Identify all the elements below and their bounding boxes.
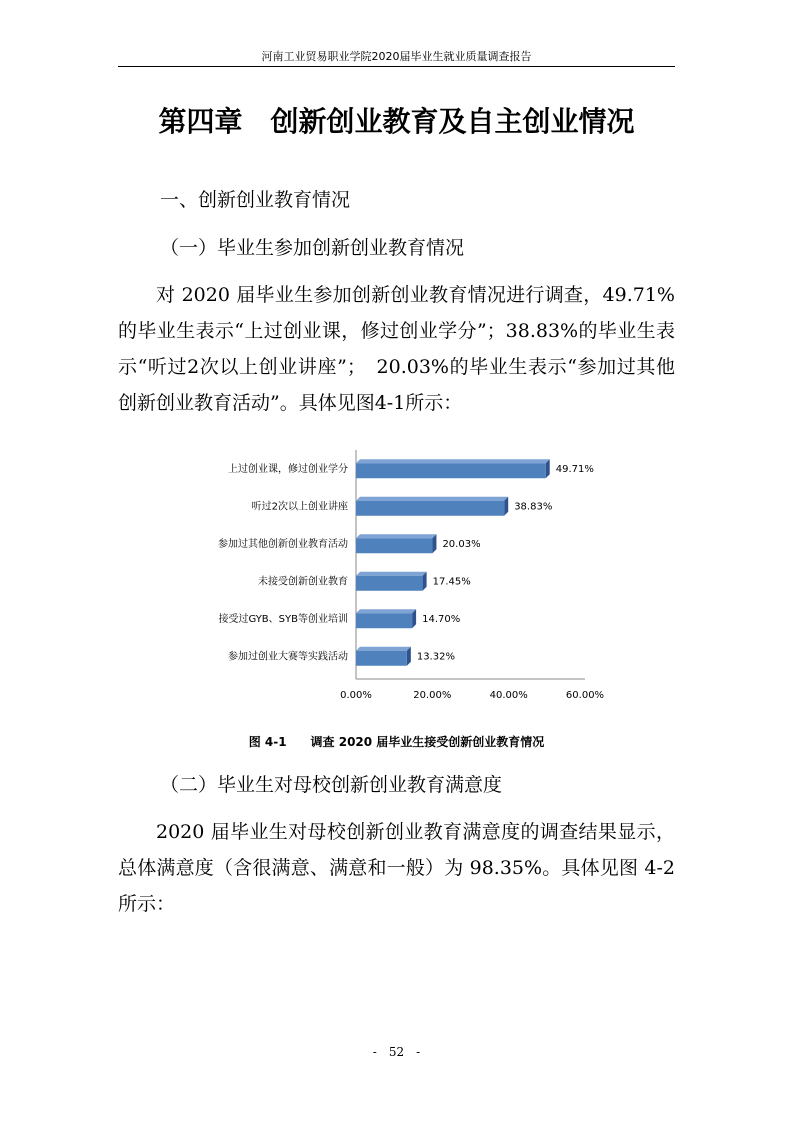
paragraph-2: 2020 届毕业生对母校创新创业教育满意度的调查结果显示，总体满意度（含很满意、满意和一般）为 98.35%。具体见图 4-2 所示： [118,821,675,915]
bar-top [356,459,550,463]
x-tick-label: 0.00% [340,690,372,701]
data-label: 14.70% [422,613,461,625]
category-label: 参加过其他创新创业教育活动 [218,538,348,550]
x-tick-label: 60.00% [565,690,605,701]
page-number: - 52 - [372,1045,421,1059]
bar-top [356,647,411,651]
category-label: 参加过创业大赛等实践活动 [228,651,348,663]
bar [356,463,546,478]
chapter-title: 第四章 创新创业教育及自主创业情况 [158,105,635,138]
bar [356,576,423,591]
bar [356,651,407,666]
bar [356,613,412,628]
x-tick-label: 40.00% [489,690,528,701]
bar-top [356,534,436,538]
data-label: 49.71% [555,463,594,475]
bar [356,501,504,516]
bar-top [356,609,416,613]
page-header: 河南工业贸易职业学院2020届毕业生就业质量调查报告 [261,50,532,63]
bar-top [356,497,508,501]
category-label: 接受过GYB、SYB等创业培训 [218,613,348,625]
data-label: 20.03% [442,538,481,550]
x-tick-label: 20.00% [413,690,452,701]
subsection-title-1: （一）毕业生参加创新创业教育情况 [160,237,465,259]
bar [356,538,432,553]
data-label: 13.32% [416,651,455,663]
paragraph-1: 对 2020 届毕业生参加创新创业教育情况进行调查，49.71%的毕业生表示“上过创业课，修过创业学分”；38.83%的毕业生表示“听过2次以上创业讲座”； 20.03%的毕业生表示“参加过其他创新创业教育活动”。具体见图4-1所示： [118,284,675,414]
category-label: 听过2次以上创业讲座 [251,501,348,513]
subsection-title-2: （二）毕业生对母校创新创业教育满意度 [160,774,503,796]
bar-top [356,572,427,576]
category-label: 上过创业课，修过创业学分 [228,463,348,475]
data-label: 17.45% [432,576,471,588]
data-label: 38.83% [514,501,553,513]
category-label: 未接受创新创业教育 [258,576,348,588]
figure-caption: 图 4-1 调查 2020 届毕业生接受创新创业教育情况 [248,735,545,749]
section-title: 一、创新创业教育情况 [160,189,351,211]
